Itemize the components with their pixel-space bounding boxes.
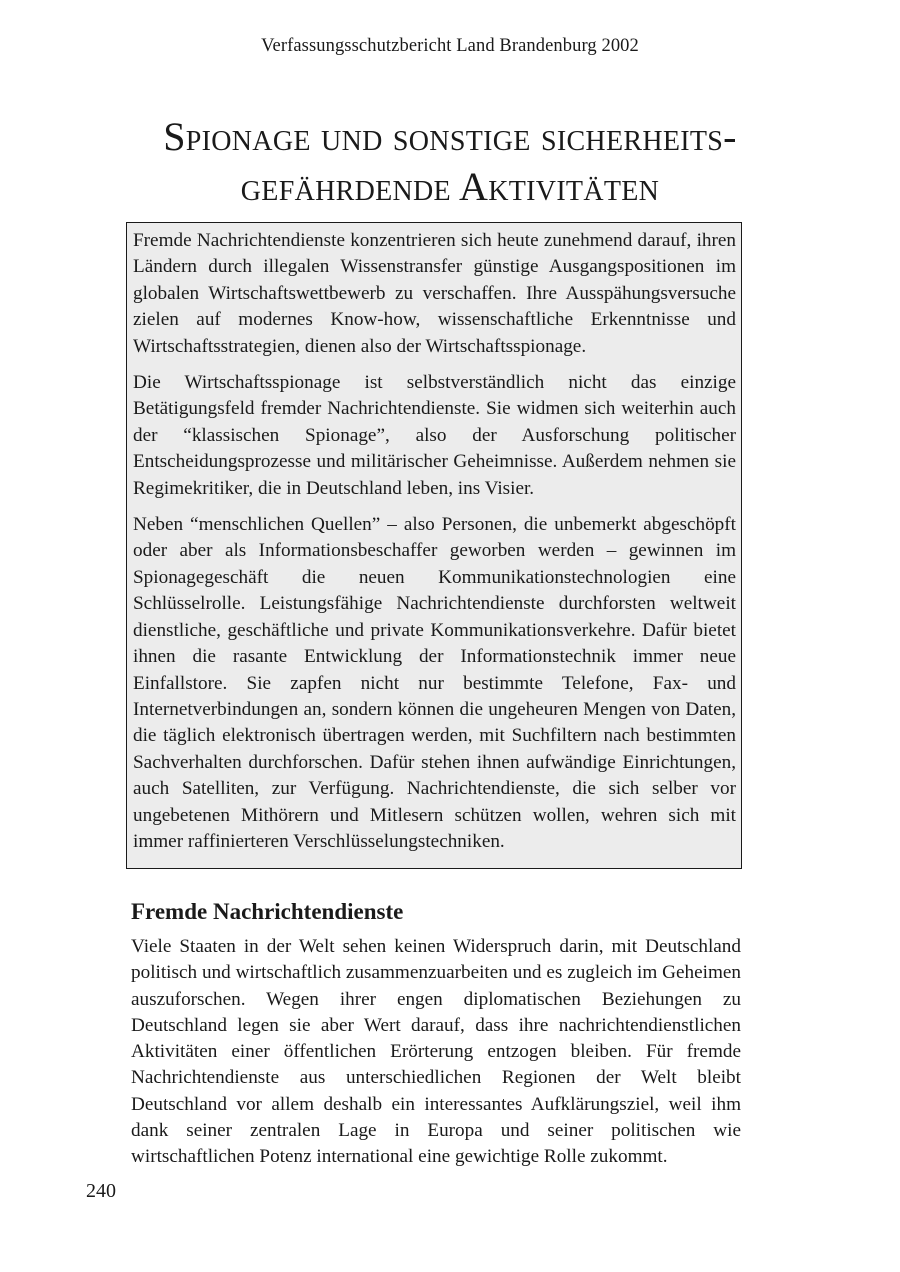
section-body: Viele Staaten in der Welt sehen keinen Widerspruch darin, mit Deutschland politisch und wirtschaftlich zusammenzuarbeiten und es zugleich im Geheimen auszuforschen. Wegen ihrer engen diplomatischen Beziehungen zu Deutschland legen sie aber Wert darauf, dass ihre nachrichtendienstlichen Aktivitäten einer öffentlichen Erörterung entzogen bleiben. Für fremde Nachrichtendienste aus unterschiedlichen Regionen der Welt bleibt Deutschland vor allem deshalb ein interessantes Aufklärungsziel, weil ihm dank seiner zentralen Lage in Europa und seiner politischen wie wirtschaftlichen Potenz international eine gewichtige Rolle zukommt. (131, 936, 741, 1168)
page-number: 240 (86, 1180, 116, 1202)
section-heading: Fremde Nachrichtendienste (131, 899, 404, 924)
intro-paragraph-2: Die Wirtschaftsspionage ist selbstverständlich nicht das einzige Betätigungsfeld fremder Nachrichtendienste. Sie widmen sich weiterhin auch der “klassischen Spionage”, also der Ausforschung politischer Entscheidungsprozesse und militärischer Geheimnisse. Außerdem nehmen sie Regimekritiker, die in Deutschland leben, ins Visier. (133, 372, 736, 499)
chapter-title: Spionage und sonstige sicherheits- gefährdende Aktivitäten (163, 114, 737, 209)
running-header: Verfassungsschutzbericht Land Brandenburg 2002 (261, 36, 639, 56)
intro-paragraph-3: Neben “menschlichen Quellen” – also Personen, die unbemerkt abgeschöpft oder aber als Informationsbeschaffer geworben werden – gewinnen im Spionagegeschäft die neuen Kommunikationstechnologien eine Schlüsselrolle. Leistungsfähige Nachrichtendienste durchforsten weltweit dienstliche, geschäftliche und private Kommunikationsverkehre. Dafür bietet ihnen die rasante Entwicklung der Informationstechnik immer neue Einfallstore. Sie zapfen nicht nur bestimmte Telefone, Fax- und Internetverbindungen an, sondern können die ungeheuren Mengen von Daten, die täglich elektronisch übertragen werden, mit Suchfiltern nach bestimmten Sachverhalten durchforschen. Dafür stehen ihnen aufwändige Einrichtungen, auch Satelliten, zur Verfügung. Nachrichtendienste, die sich selber vor ungebetenen Mithörern und Mitlesern schützen wollen, wehren sich mit immer raffinierteren Verschlüsselungstechniken. (133, 514, 736, 852)
intro-box (126, 222, 742, 869)
intro-paragraph-1: Fremde Nachrichtendienste konzentrieren sich heute zunehmend darauf, ihren Ländern durch illegalen Wissenstransfer günstige Ausgangspositionen im globalen Wirtschaftswettbewerb zu verschaffen. Ihre Ausspähungsversuche zielen auf modernes Know-how, wissenschaftliche Erkenntnisse und Wirtschaftsstrategien, dienen also der Wirtschaftsspionage. (133, 230, 736, 357)
